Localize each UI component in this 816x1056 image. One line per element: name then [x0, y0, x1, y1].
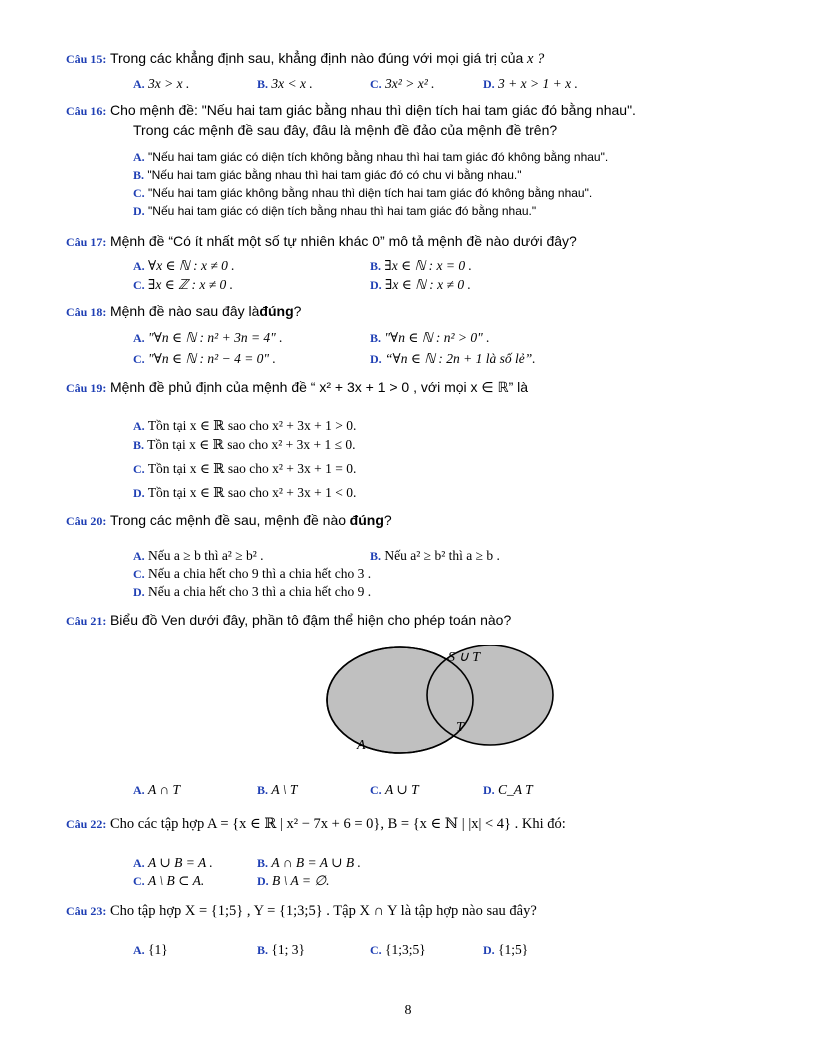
option-c: C. Nếu a chia hết cho 9 thì a chia hết cho 3 .: [133, 566, 372, 581]
question-16: [66, 101, 636, 120]
page-number: 8: [404, 1003, 412, 1018]
question-text: Mệnh đề nào sau đây là: [109, 303, 260, 319]
option-d: D. 3 + x > 1 + x .: [483, 76, 578, 91]
label-union: S ∪ T: [448, 650, 481, 665]
option-b: B. "Nếu hai tam giác bằng nhau thì hai tam giác đó có chu vi bằng nhau.": [133, 168, 522, 182]
label-a: A: [357, 738, 366, 753]
option-a: A. "Nếu hai tam giác có diện tích không bằng nhau thì hai tam giác đó không bằng nhau".: [133, 150, 609, 164]
option-d: D. ∃x ∈ ℕ : x ≠ 0 .: [370, 277, 471, 292]
option-a: A. Tồn tại x ∈ ℝ sao cho x² + 3x + 1 > 0.: [133, 418, 357, 433]
question-text: Cho các tập hợp A = {x ∈ ℝ | x² − 7x + 6 = 0}, B = {x ∈ ℕ | |x| < 4} . Khi đó:: [109, 816, 566, 832]
question-number: Câu 17:: [66, 235, 107, 249]
option-a: A. "∀n ∈ ℕ : n² + 3n = 4" .: [133, 330, 283, 345]
question-text: Mệnh đề “Có ít nhất một số tự nhiên khác 0” mô tả mệnh đề nào dưới đây?: [109, 233, 577, 249]
option-b: B. "∀n ∈ ℕ : n² > 0" .: [370, 330, 490, 345]
option-b: B. 3x < x .: [257, 76, 313, 91]
question-number: Câu 20:: [66, 514, 107, 528]
option-a: A. Nếu a ≥ b thì a² ≥ b² .: [133, 548, 264, 563]
option-a: A. A ∩ T: [133, 782, 181, 797]
option-b: B. A ∩ B = A ∪ B .: [257, 855, 361, 870]
option-d: D. Nếu a chia hết cho 3 thì a chia hết cho 9 .: [133, 584, 372, 599]
question-number: Câu 16:: [66, 104, 107, 118]
question-text: Mệnh đề phủ định của mệnh đề “ x² + 3x + 1 > 0 , với mọi x ∈ ℝ” là: [109, 379, 529, 395]
option-d: D. "Nếu hai tam giác có diện tích bằng nhau thì hai tam giác đó bằng nhau.": [133, 204, 537, 218]
option-b: B. {1; 3}: [257, 942, 305, 957]
option-a: A. 3x > x .: [133, 76, 190, 91]
question-number: Câu 22:: [66, 817, 107, 831]
option-d: D. B \ A = ∅.: [257, 873, 330, 888]
question-number: Câu 15:: [66, 52, 107, 66]
option-c: C. A ∪ T: [370, 782, 419, 797]
question-text: Cho mệnh đề: "Nếu hai tam giác bằng nhau thì diện tích hai tam giác đó bằng nhau".: [109, 102, 636, 118]
option-c: C. ∃x ∈ ℤ : x ≠ 0 .: [133, 277, 234, 292]
option-c: C. Tồn tại x ∈ ℝ sao cho x² + 3x + 1 = 0.: [133, 461, 357, 476]
question-22: [66, 815, 566, 833]
question-23: [66, 902, 537, 920]
question-text: Cho tập hợp X = {1;5} , Y = {1;3;5} . Tập X ∩ Y là tập hợp nào sau đây?: [109, 903, 537, 919]
venn-diagram: [325, 645, 560, 760]
question-number: Câu 21:: [66, 614, 107, 628]
option-c: C. A \ B ⊂ A.: [133, 873, 205, 888]
question-text: Trong các mệnh đề sau, mệnh đề nào: [109, 512, 347, 528]
option-d: D. C_A T: [483, 782, 533, 797]
question-text: Biểu đồ Ven dưới đây, phần tô đậm thể hiện cho phép toán nào?: [109, 612, 512, 628]
option-b: B. Tồn tại x ∈ ℝ sao cho x² + 3x + 1 ≤ 0.: [133, 437, 356, 452]
option-c: C. "∀n ∈ ℕ : n² − 4 = 0" .: [133, 351, 276, 366]
question-emphasis: đúng: [349, 512, 384, 528]
option-b: B. Nếu a² ≥ b² thì a ≥ b .: [370, 548, 500, 563]
question-emphasis: đúng: [259, 303, 294, 319]
option-a: A. ∀x ∈ ℕ : x ≠ 0 .: [133, 258, 235, 273]
question-21: [66, 611, 511, 630]
option-a: A. {1}: [133, 942, 168, 957]
question-number: Câu 19:: [66, 381, 107, 395]
option-d: D. {1;5}: [483, 942, 529, 957]
question-number: Câu 23:: [66, 904, 107, 918]
set-t-ellipse: [427, 645, 553, 745]
option-c: C. "Nếu hai tam giác không bằng nhau thì diện tích hai tam giác đó không bằng nhau".: [133, 186, 593, 200]
option-b: B. ∃x ∈ ℕ : x = 0 .: [370, 258, 472, 273]
question-variable: x ?: [526, 51, 545, 67]
question-number: Câu 18:: [66, 305, 107, 319]
question-17: [66, 232, 577, 251]
option-d: D. Tồn tại x ∈ ℝ sao cho x² + 3x + 1 < 0.: [133, 485, 357, 500]
option-d: D. “∀n ∈ ℕ : 2n + 1 là số lẻ”.: [370, 351, 536, 366]
question-15: [66, 49, 544, 68]
option-b: B. A \ T: [257, 782, 298, 797]
question-text-continued: Trong các mệnh đề sau đây, đâu là mệnh đề đảo của mệnh đề trên?: [133, 122, 558, 138]
question-18: Câu 18: Mệnh đề nào sau đây làđúng?: [66, 303, 302, 319]
question-text: Trong các khẳng định sau, khẳng định nào đúng với mọi giá trị của: [109, 50, 524, 66]
question-20: Câu 20: Trong các mệnh đề sau, mệnh đề nào đúng?: [66, 512, 392, 528]
option-c: C. 3x² > x² .: [370, 76, 435, 91]
option-c: C. {1;3;5}: [370, 942, 426, 957]
option-a: A. A ∪ B = A .: [133, 855, 213, 870]
label-t: T: [456, 720, 464, 735]
question-19: [66, 378, 528, 397]
